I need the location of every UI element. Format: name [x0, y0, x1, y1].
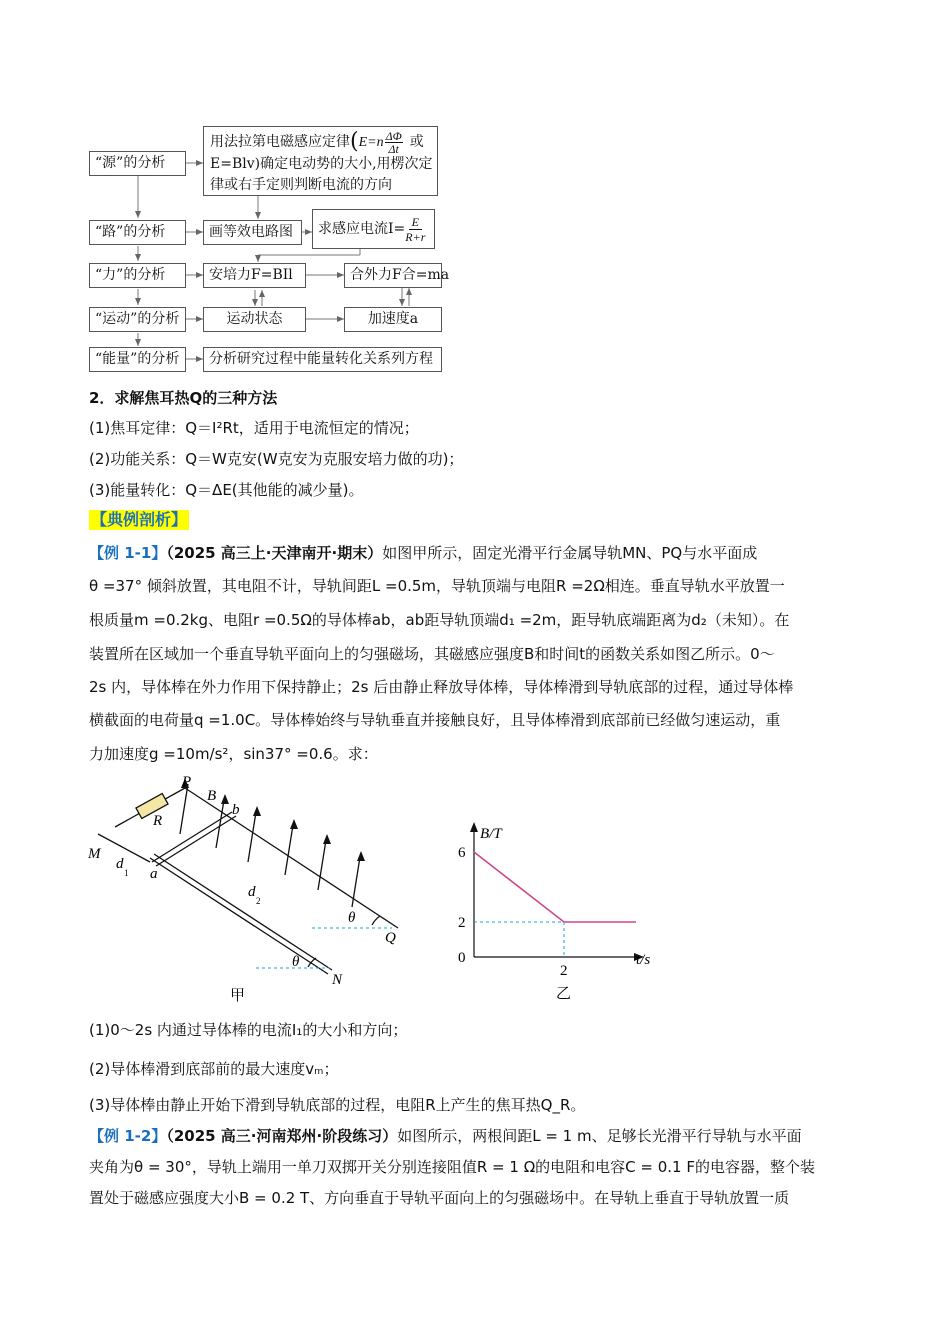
source-text-l2: E=Blv)确定电动势的大小,用楞次定 — [210, 156, 433, 172]
ex1-source: （2025 高三上·天津南开·期末） — [166, 544, 383, 562]
fig-jia-label-d2: d — [248, 884, 256, 900]
ex1-line-5: 2s 内，导体棒在外力作用下保持静止；2s 后由静止释放导体棒，导体棒滑到导轨底部的过程，通过导体棒 — [89, 678, 794, 696]
source-text-l3: 律或右手定则判断电流的方向 — [210, 177, 392, 193]
ex1-line-2: θ =37° 倾斜放置，其电阻不计，导轨间距L =0.5m，导轨顶端与电阻R =2Ω相连。垂直导轨水平放置一 — [89, 577, 785, 595]
graph-y-arrow — [470, 822, 478, 832]
fig-jia-label-N: N — [332, 972, 343, 988]
current-label: 求感应电流I= — [318, 221, 406, 237]
graph-xtick-2: 2 — [560, 963, 568, 979]
ex1-line-4: 装置所在区域加一个垂直导轨平面向上的匀强磁场，其磁感应强度B和时间t的函数关系如图乙所示。0～ — [89, 645, 775, 663]
flow-box-accel: 加速度a — [344, 307, 442, 332]
graph-xlabel: t/s — [636, 952, 651, 968]
ex1-line-7: 力加速度g =10m/s²，sin37° =0.6。求： — [89, 745, 378, 763]
ex1-question-1: (1)0～2s 内通过导体棒的电流I₁的大小和方向； — [89, 1021, 408, 1039]
graph-ytick-2: 2 — [458, 915, 466, 931]
ex1-line-1 — [89, 543, 757, 563]
section2-method-3: (3)能量转化：Q＝ΔE(其他能的减少量)。 — [89, 481, 364, 499]
ex2-line-2: 夹角为θ = 30°，导轨上端用一单刀双掷开关分别连接阻值R = 1 Ω的电阻和电容C = 0.1 F的电容器，整个装 — [89, 1158, 816, 1176]
current-frac-den: R+r — [405, 229, 426, 244]
flow-box-current — [312, 209, 435, 249]
ex1-line-3: 根质量m =0.2kg、电阻r =0.5Ω的导体棒ab，ab距导轨顶端d₁ =2m，距导轨底端距离为d₂（未知）。在 — [89, 611, 790, 629]
figure-jia — [80, 770, 420, 1010]
source-text-l1: 用法拉第电磁感应定律 — [210, 133, 350, 150]
ex2-line-1 — [89, 1126, 802, 1146]
flow-label-circuit: “路”的分析 — [89, 220, 186, 245]
flow-box-netforce: 合外力F合=ma — [344, 263, 442, 288]
fig-jia-caption: 甲 — [230, 988, 246, 1004]
fig-jia-label-d1-sub: 1 — [124, 868, 129, 878]
section2-method-2: (2)功能关系：Q＝W克安(W克安为克服安培力做的功)； — [89, 450, 464, 468]
ex2-text-1: 如图所示，两根间距L = 1 m、足够长光滑平行导轨与水平面 — [397, 1127, 802, 1145]
graph-ytick-6: 6 — [458, 845, 466, 861]
fig-jia-label-a: a — [150, 866, 158, 882]
flow-label-force: “力”的分析 — [89, 263, 186, 288]
flow-box-motion: 运动状态 — [203, 307, 306, 332]
fig-jia-label-theta-top: θ — [348, 910, 356, 926]
flow-label-source: “源”的分析 — [89, 151, 186, 176]
source-formula-e: E=n — [358, 134, 384, 150]
fig-jia-label-d2-sub: 2 — [256, 896, 261, 906]
source-or: 或 — [409, 133, 424, 150]
flow-box-energy: 分析研究过程中能量转化关系列方程 — [203, 347, 442, 372]
ex1-tag: 【例 1-1】 — [89, 544, 167, 562]
ex1-text-1: 如图甲所示，固定光滑平行金属导轨MN、PQ与水平面成 — [382, 544, 758, 562]
ex2-line-3: 置处于磁感应强度大小B = 0.2 T、方向垂直于导轨平面向上的匀强磁场中。在导轨上垂直于导轨放置一质 — [89, 1189, 790, 1207]
flow-box-ampere: 安培力F=BIl — [203, 263, 306, 288]
section2-title: 2．求解焦耳热Q的三种方法 — [89, 389, 278, 407]
fig-jia-label-d1: d — [116, 856, 124, 872]
source-frac-num: ΔΦ — [385, 128, 402, 143]
graph-ylabel: B/T — [480, 826, 502, 842]
ex1-question-3: (3)导体棒由静止开始下滑到导轨底部的过程，电阻R上产生的焦耳热Q_R。 — [89, 1096, 586, 1114]
flow-label-energy: “能量”的分析 — [89, 347, 186, 372]
fig-jia-label-B: B — [207, 788, 217, 804]
fig-jia-label-R: R — [153, 813, 163, 829]
ex1-line-6: 横截面的电荷量q =1.0C。导体棒始终与导轨垂直并接触良好，且导体棒滑到底部前已经做匀速运动，重 — [89, 711, 781, 729]
graph-ytick-0: 0 — [458, 950, 466, 966]
section2-method-1: (1)焦耳定律：Q＝I²Rt，适用于电流恒定的情况； — [89, 419, 419, 437]
ex2-source: （2025 高三·河南郑州·阶段练习） — [166, 1127, 398, 1145]
current-frac-num: E — [409, 215, 422, 230]
source-frac-den: Δt — [388, 141, 399, 156]
fig-jia-label-P: P — [182, 774, 192, 790]
flow-box-source: 用法拉第电磁感应定律 ( E=n $\frac{\Delta\Phi}{\Delta t}$ 或 E=Blv)确定电动势的大小,用楞次定 律或右手定则判断电流的方向 — [203, 126, 438, 196]
fig-jia-label-theta-bottom: θ — [292, 954, 300, 970]
fig-jia-label-b: b — [232, 802, 240, 818]
section-header-examples: 【典例剖析】 — [91, 510, 188, 529]
figure-yi-graph — [440, 822, 670, 1007]
flow-box-circuit: 画等效电路图 — [203, 220, 302, 245]
graph-series-B — [474, 852, 636, 922]
fig-yi-caption: 乙 — [556, 986, 572, 1002]
flow-label-motion: “运动”的分析 — [89, 307, 186, 332]
ex2-tag: 【例 1-2】 — [89, 1127, 167, 1145]
fig-jia-label-Q: Q — [385, 930, 396, 946]
graph-axes — [474, 826, 640, 957]
ex1-question-2: (2)导体棒滑到底部前的最大速度vₘ； — [89, 1060, 339, 1078]
fig-jia-label-M: M — [88, 846, 101, 862]
